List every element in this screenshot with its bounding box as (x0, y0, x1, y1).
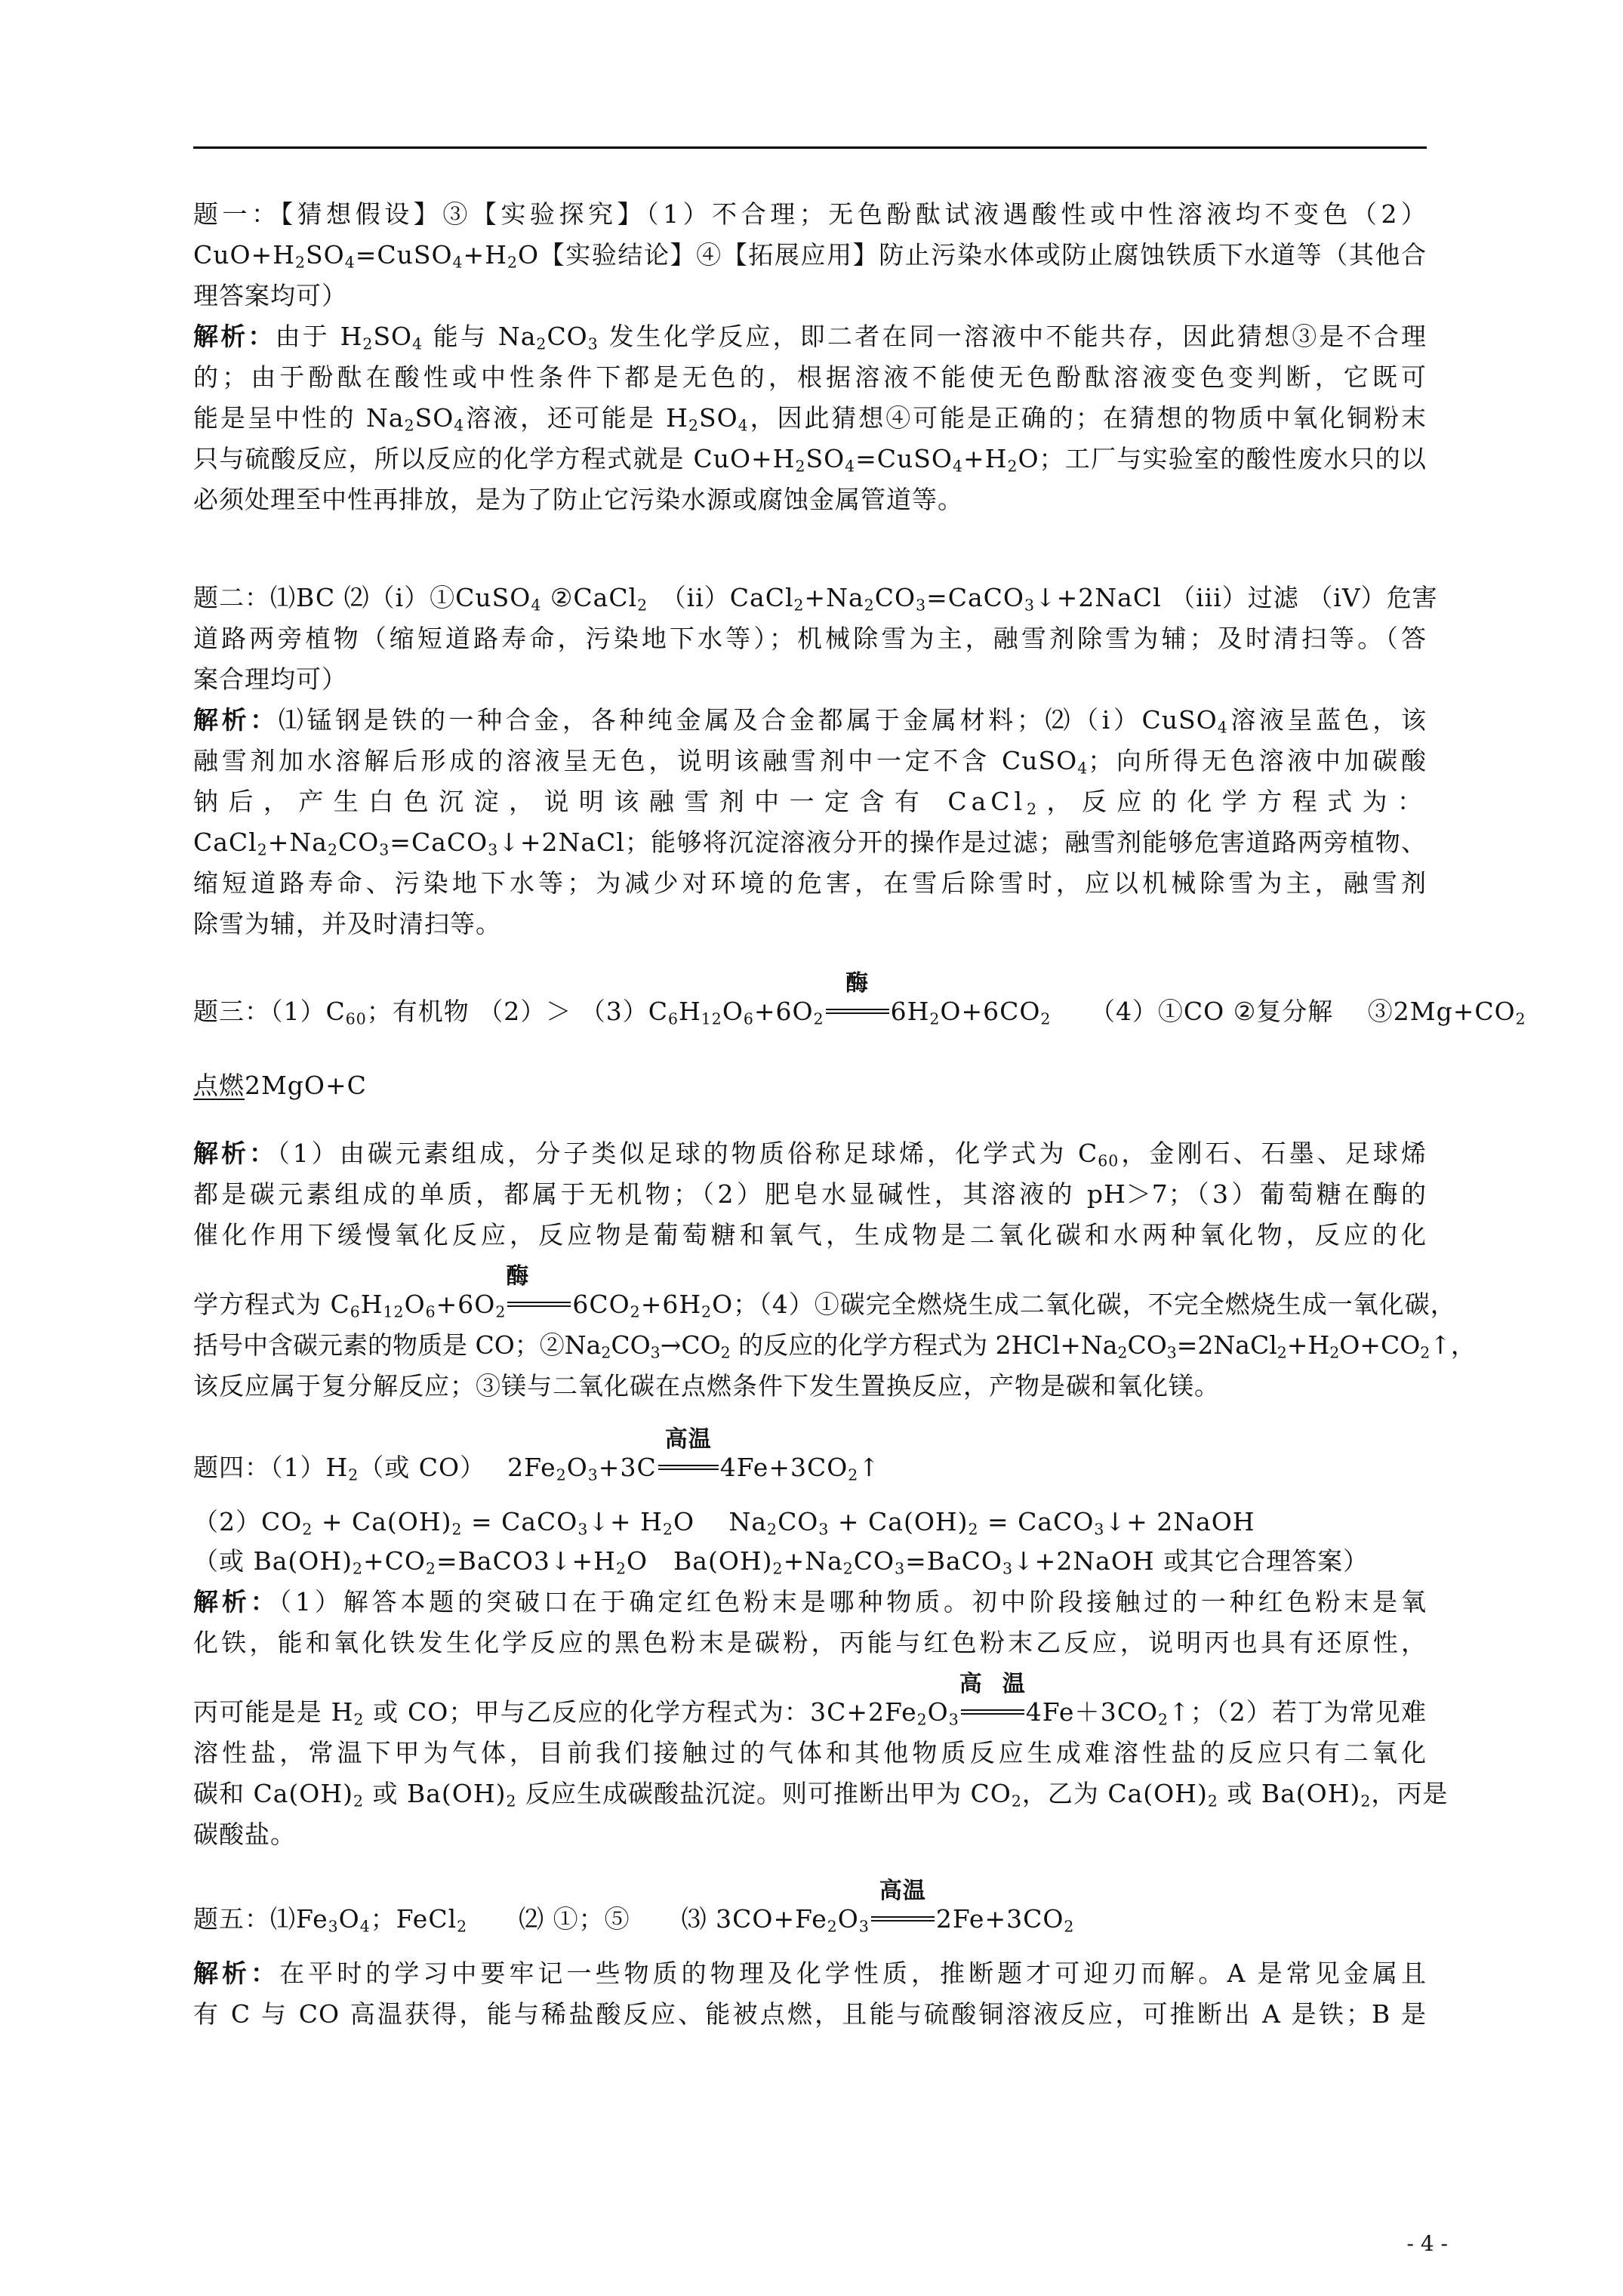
q1-line-3: 理答案均可） (193, 281, 347, 310)
reaction-condition-enzyme: 酶 (824, 995, 891, 1028)
q4-analysis-1: 解析：（1）解答本题的突破口在于确定红色粉末是哪种物质。初中阶段接触过的一种红色粉末是氧 (193, 1587, 1427, 1616)
q4-analysis-3: 丙可能是是 $H_2$ 或 CO；甲与乙反应的化学方程式为：$3C+2Fe_2O_3$ 高温 $4Fe+3CO_2↑$；（2）若丁为常见难 (193, 1671, 1427, 1729)
q3-analysis-5: 括号中含碳元素的物质是 CO；$②Na_2CO_3\to CO_2$ 的反应的化学方程式为 $2HCl+Na_2CO_3=2NaCl_2+H_2O+CO_2↑$， (193, 1330, 1476, 1362)
q5-analysis-1: 解析：在平时的学习中要牢记一些物质的物理及化学性质，推断题才可迎刃而解。A 是常见金属且 (193, 1959, 1427, 1988)
q3-analysis-3: 催化作用下缓慢氧化反应，反应物是葡萄糖和氧气，生成物是二氧化碳和水两种氧化物，反应的化 (193, 1220, 1427, 1250)
reaction-condition-high-temp-2: 高温 (959, 1696, 1026, 1729)
q5-line-1: 题五：$⑴Fe_3O_4$；FeCl$_2$ ⑵ ①；⑤ ⑶ $3CO+Fe_2O_3$ 高温 $2Fe+3CO_2$ (193, 1878, 1075, 1936)
q4-analysis-4: 溶性盐，常温下甲为气体，目前我们接触过的气体和其他物质反应生成难溶性盐的反应只有二氧化 (193, 1738, 1427, 1767)
q2-analysis-4: $CaCl_2+Na_2CO_3=CaCO_3↓+2NaCl$；能够将沉淀溶液分开的操作是过滤；融雪剂能够危害道路两旁植物、 (193, 827, 1427, 859)
q4-line-2: $(2)CO_2 + Ca(OH)_2$ = CaCO$_3$↓+ $H_2O$ $Na_2CO_3 + Ca(OH)_2$ = CaCO$_3$↓+ 2NaOH (193, 1507, 1255, 1539)
q2-analysis-2: 融雪剂加水溶解后形成的溶液呈无色，说明该融雪剂中一定不含 CuSO$_4$；向所得无色溶液中加碳酸 (193, 746, 1427, 778)
q3-line-2: 点燃2MgO+C (193, 1071, 367, 1100)
q2-line-2: 道路两旁植物（缩短道路寿命，污染地下水等）；机械除雪为主，融雪剂除雪为辅；及时清扫等。（答 (193, 624, 1427, 653)
q1-analysis-1: 解析：由于 $H_2SO_4$ 能与 $Na_2CO_3$ 发生化学反应，即二者在同一溶液中不能共存，因此猜想③是不合理 (193, 322, 1427, 353)
q1-analysis-3: 能是呈中性的 $Na_2SO_4$溶液，还可能是 $H_2SO_4$，因此猜想④可能是正确的；在猜想的物质中氧化铜粉末 (193, 403, 1427, 435)
q2-analysis-5: 缩短道路寿命、污染地下水等；为减少对环境的危害，在雪后除雪时，应以机械除雪为主，融雪剂 (193, 868, 1427, 898)
q1-analysis-2: 的；由于酚酞在酸性或中性条件下都是无色的，根据溶液不能使无色酚酞溶液变色变判断，它既可 (193, 362, 1427, 392)
q2-line-1: 题二：⑴BC ⑵（i）①CuSO$_4$ ②CaCl$_2$ $(ii)CaCl_2+Na_2CO_3=CaCO_3↓+2NaCl$ （iii）过滤 （iV）危害 (193, 583, 1438, 615)
q4-line-1: 题四：$(1)H_2$（或 CO） $2Fe_2O_3+3C$ 高温 $4Fe+3CO_2↑$ (193, 1426, 880, 1484)
q1-line-1: 题一：【猜想假设】③【实验探究】（1）不合理；无色酚酞试液遇酸性或中性溶液均不变色（2） (193, 199, 1427, 229)
q3-analysis-4: 学方程式为 $C_6H_{12}O_6+6O_2$ 酶 $6CO_2+6H_2O$；（4）①碳完全燃烧生成二氧化碳，不完全燃烧生成一氧化碳， (193, 1263, 1456, 1321)
q3-line-1: 题三：$(1)C_{60}$；有机物 $(2)> (3)C_6H_{12}O_6+6O_2$ 酶 $6H_2O+6CO_2$ （4）①CO ②复分解 $③2Mg+CO_2$ (193, 970, 1526, 1028)
reaction-condition-enzyme-2: 酶 (506, 1288, 572, 1321)
q2-analysis-1: 解析：⑴锰钢是铁的一种合金，各种纯金属及合金都属于金属材料；⑵（i）CuSO$_4$溶液呈蓝色，该 (193, 705, 1427, 737)
q2-line-3: 案合理均可） (193, 664, 347, 694)
q1-line-2: $CuO+H_2SO_4=CuSO_4+H_2O$【实验结论】④【拓展应用】防止污染水体或防止腐蚀铁质下水道等（其他合 (193, 240, 1427, 272)
ignition-condition: 点燃 (193, 1071, 245, 1100)
reaction-condition-high-temp: 高温 (657, 1451, 720, 1484)
reaction-condition-high-temp-3: 高温 (870, 1903, 936, 1936)
header-rule (193, 146, 1427, 149)
q3-analysis-2: 都是碳元素组成的单质，都属于无机物；（2）肥皂水显碱性，其溶液的 pH＞7；（3）葡萄糖在酶的 (193, 1179, 1427, 1209)
page-number: - 4 - (1406, 2231, 1448, 2256)
q4-analysis-5: 碳和 $Ca(OH)_2$ 或 $Ba(OH)_2$ 反应生成碳酸盐沉淀。则可推断出甲为 $CO_2$，乙为 $Ca(OH)_2$ 或 $Ba(OH)_2$，丙是 (193, 1779, 1449, 1811)
q3-analysis-1: 解析：（1）由碳元素组成，分子类似足球的物质俗称足球烯，化学式为 $C_{60}$，金刚石、石墨、足球烯 (193, 1139, 1427, 1170)
q4-analysis-6: 碳酸盐。 (193, 1820, 296, 1849)
q5-analysis-2: 有 C 与 CO 高温获得，能与稀盐酸反应、能被点燃，且能与硫酸铜溶液反应，可推断出 A 是铁；B 是 (193, 1999, 1427, 2029)
q1-analysis-5: 必须处理至中性再排放，是为了防止它污染水源或腐蚀金属管道等。 (193, 485, 963, 514)
q4-line-3: （或 $Ba(OH)_2+CO_2=BaCO3↓+H_2O$ $Ba(OH)_2+Na_2CO_3=BaCO_3↓+2NaOH$ 或其它合理答案） (193, 1546, 1369, 1578)
q2-analysis-6: 除雪为辅，并及时清扫等。 (193, 909, 501, 938)
q2-analysis-3: 钠后，产生白色沉淀，说明该融雪剂中一定含有 CaCl$_2$，反应的化学方程式为： (193, 787, 1427, 818)
q3-analysis-6: 该反应属于复分解反应；③镁与二氧化碳在点燃条件下发生置换反应，产物是碳和氧化镁。 (193, 1371, 1220, 1401)
q4-analysis-2: 化铁，能和氧化铁发生化学反应的黑色粉末是碳粉，丙能与红色粉末乙反应，说明丙也具有还原性， (193, 1628, 1427, 1657)
q1-analysis-4: 只与硫酸反应，所以反应的化学方程式就是 $CuO+H_2SO_4=CuSO_4+H_2O$；工厂与实验室的酸性废水只的以 (193, 444, 1427, 476)
